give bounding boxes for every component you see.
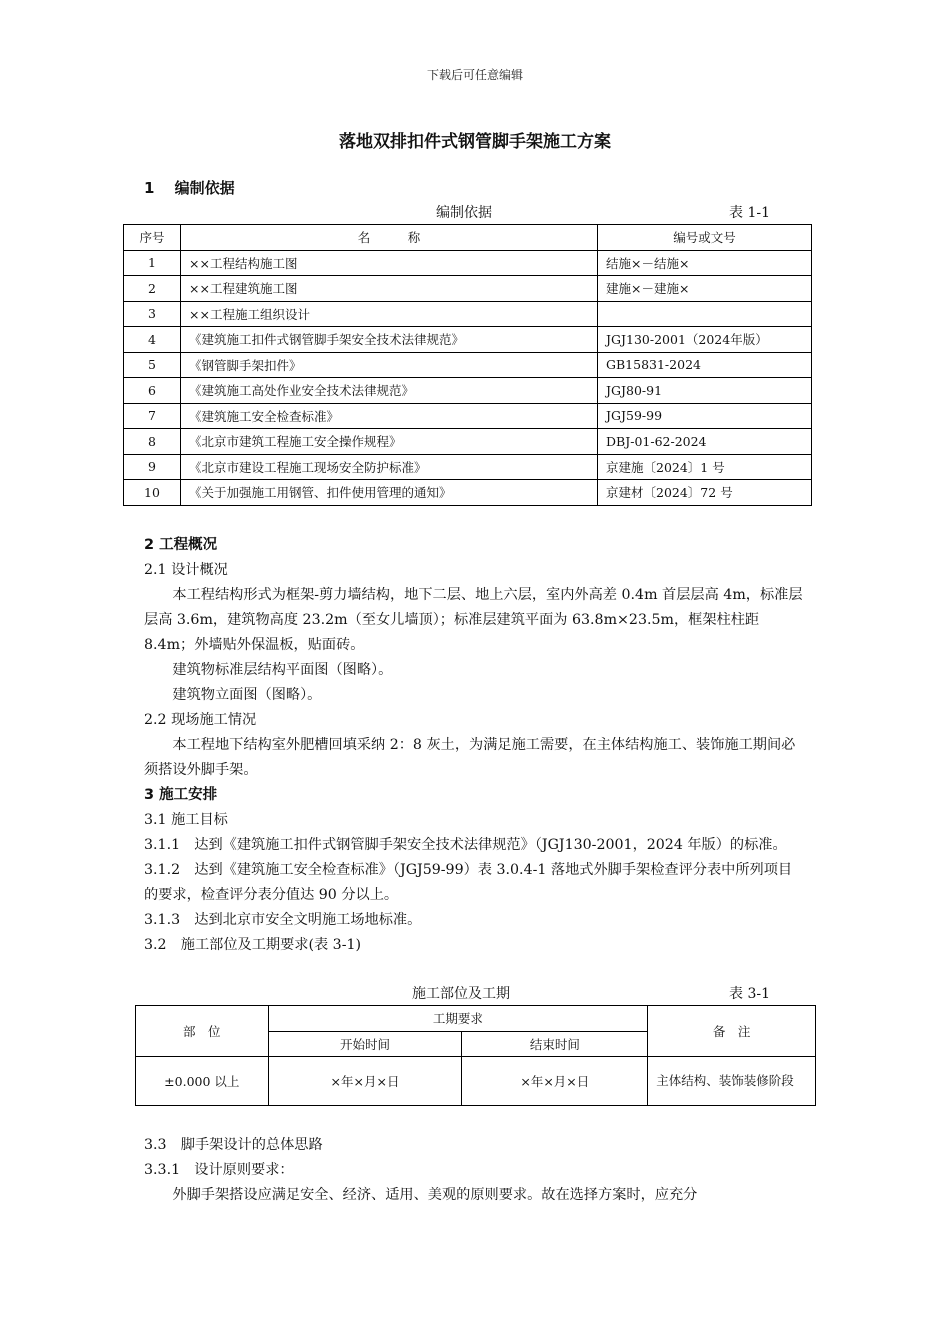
table-header-row — [124, 225, 812, 251]
table-1-caption: 编制依据 — [436, 205, 492, 221]
table-row — [124, 480, 812, 506]
cell-start: ×年×月×日 — [268, 1057, 462, 1106]
item-3-1-3: 3.1.3 达到北京市安全文明施工场地标准。 — [144, 912, 422, 928]
paragraph: 建筑物标准层结构平面图（图略）。 — [172, 662, 393, 678]
cell-no: 4 — [124, 327, 181, 353]
cell-code: DBJ-01-62-2024 — [598, 429, 812, 455]
cell-code: GB15831-2024 — [598, 352, 812, 378]
section-2-and-3-top — [144, 533, 806, 958]
paragraph: 本工程结构形式为框架-剪力墙结构，地下二层、地上六层，室内外高差 0.4m 首层层高 4m，标准层层高 3.6m，建筑物高度 23.2m（至女儿墙顶）；标准层建筑平面为 63.8m×23.5m，框架柱柱距 8.4m；外墙贴外保温板，贴面砖。 — [144, 587, 803, 653]
table-2-caption: 施工部位及工期 — [412, 986, 510, 1002]
table-row — [124, 327, 812, 353]
header-end: 结束时间 — [462, 1031, 648, 1057]
cell-code: 结施×－结施× — [598, 250, 812, 276]
subsection-3-3: 3.3 脚手架设计的总体思路 — [144, 1137, 323, 1153]
table-2-number: 表 3-1 — [729, 986, 770, 1002]
paragraph: 建筑物立面图（图略）。 — [172, 687, 322, 703]
subsection-2-2: 2.2 现场施工情况 — [144, 712, 257, 728]
cell-code: JGJ59-99 — [598, 403, 812, 429]
item-3-1-1: 3.1.1 达到《建筑施工扣件式钢管脚手架安全技术法律规范》（JGJ130-2001，2024 年版）的标准。 — [144, 837, 787, 853]
cell-name: 《建筑施工安全检查标准》 — [181, 403, 598, 429]
cell-code — [598, 301, 812, 327]
cell-code: 京建施〔2024〕1 号 — [598, 454, 812, 480]
section-2-heading: 2 工程概况 — [144, 537, 218, 553]
cell-note: 主体结构、装饰装修阶段 — [648, 1057, 816, 1106]
document-title: 落地双排扣件式钢管脚手架施工方案 — [339, 132, 611, 152]
cell-no: 6 — [124, 378, 181, 404]
cell-no: 9 — [124, 454, 181, 480]
table-row — [124, 454, 812, 480]
header-cell: 序号 — [124, 225, 181, 251]
cell-name: 《关于加强施工用钢管、扣件使用管理的通知》 — [181, 480, 598, 506]
table-row — [124, 301, 812, 327]
table-row — [124, 276, 812, 302]
item-3-1-2: 3.1.2 达到《建筑施工安全检查标准》（JGJ59-99）表 3.0.4-1 落地式外脚手架检查评分表中所列项目的要求，检查评分表分值达 90 分以上。 — [144, 862, 793, 903]
cell-no: 7 — [124, 403, 181, 429]
cell-name: 《北京市建筑工程施工安全操作规程》 — [181, 429, 598, 455]
section-3-3 — [144, 1133, 806, 1208]
header-cell: 编号或文号 — [598, 225, 812, 251]
cell-no: 1 — [124, 250, 181, 276]
table-row — [124, 429, 812, 455]
section-3-heading: 3 施工安排 — [144, 787, 218, 803]
cell-part: ±0.000 以上 — [136, 1057, 269, 1106]
table-row — [124, 250, 812, 276]
table-row — [124, 352, 812, 378]
cell-name: 《建筑施工扣件式钢管脚手架安全技术法律规范》 — [181, 327, 598, 353]
item-3-3-1: 3.3.1 设计原则要求： — [144, 1162, 294, 1178]
section-1-heading: 1 编制依据 — [144, 179, 235, 197]
subsection-2-1: 2.1 设计概况 — [144, 562, 228, 578]
basis-table — [123, 224, 812, 506]
header-note: 下载后可任意编辑 — [426, 68, 523, 82]
subsection-3-2: 3.2 施工部位及工期要求(表 3-1) — [144, 937, 362, 953]
cell-no: 10 — [124, 480, 181, 506]
cell-name: ××工程施工组织设计 — [181, 301, 598, 327]
cell-end: ×年×月×日 — [462, 1057, 648, 1106]
cell-code: 京建材〔2024〕72 号 — [598, 480, 812, 506]
cell-name: ××工程建筑施工图 — [181, 276, 598, 302]
table-row — [124, 403, 812, 429]
table-header-row — [136, 1006, 816, 1032]
paragraph: 外脚手架搭设应满足安全、经济、适用、美观的原则要求。故在选择方案时，应充分 — [172, 1187, 698, 1203]
cell-no: 3 — [124, 301, 181, 327]
cell-code: 建施×－建施× — [598, 276, 812, 302]
cell-name: 《建筑施工高处作业安全技术法律规范》 — [181, 378, 598, 404]
header-start: 开始时间 — [268, 1031, 462, 1057]
cell-code: JGJ80-91 — [598, 378, 812, 404]
header-period: 工期要求 — [268, 1006, 648, 1032]
cell-name: ××工程结构施工图 — [181, 250, 598, 276]
cell-code: JGJ130-2001（2024年版） — [598, 327, 812, 353]
schedule-table — [135, 1005, 816, 1106]
cell-no: 2 — [124, 276, 181, 302]
cell-name: 《北京市建设工程施工现场安全防护标准》 — [181, 454, 598, 480]
table-row — [124, 378, 812, 404]
table-row — [136, 1057, 816, 1106]
table-1-number: 表 1-1 — [729, 205, 770, 221]
header-cell: 名 称 — [181, 225, 598, 251]
header-note: 备 注 — [648, 1006, 816, 1057]
paragraph: 本工程地下结构室外肥槽回填采纳 2：8 灰土，为满足施工需要，在主体结构施工、装饰施工期间必须搭设外脚手架。 — [144, 737, 796, 778]
subsection-3-1: 3.1 施工目标 — [144, 812, 228, 828]
header-part: 部 位 — [136, 1006, 269, 1057]
cell-no: 8 — [124, 429, 181, 455]
cell-name: 《钢管脚手架扣件》 — [181, 352, 598, 378]
cell-no: 5 — [124, 352, 181, 378]
